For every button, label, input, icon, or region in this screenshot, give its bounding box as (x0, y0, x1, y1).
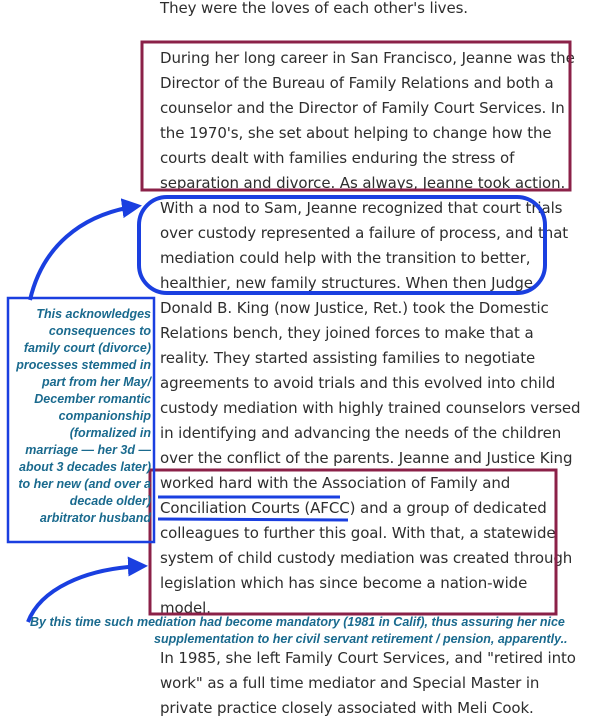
article-line: mediation could help with the transition to better, (160, 249, 531, 267)
side-note-line: marriage — her 3d — (25, 443, 151, 457)
article-line: healthier, new family structures. When then Judge (160, 274, 533, 292)
article-line: colleagues to further this goal. With that, a statewide (160, 524, 556, 542)
side-note-line: processes stemmed in (16, 358, 151, 372)
article-line: custody mediation with highly trained counselors versed (160, 399, 581, 417)
article-line: reality. They started assisting families to negotiate (160, 349, 536, 367)
bottom-note-line: supplementation to her civil servant retirement / pension, apparently.. (154, 632, 568, 646)
article-line: worked hard with the Association of Family and (160, 474, 511, 492)
side-note-line: about 3 decades later) (19, 460, 151, 474)
article-line: In 1985, she left Family Court Services, and "retired into (160, 649, 576, 667)
side-note-line: decade older) (69, 494, 151, 508)
article-line: work" as a full time mediator and Special Master in (160, 674, 540, 692)
side-note-line: (formalized in (69, 426, 151, 440)
article-line: in identifying and advancing the needs of the children (160, 424, 562, 442)
article-line: over custody represented a failure of process, and that (160, 224, 569, 242)
article-line: Conciliation Courts (AFCC) and a group of dedicated (160, 499, 547, 517)
arrow-upper (30, 206, 138, 300)
side-note-line: December romantic (34, 392, 151, 406)
article-line: the 1970's, she set about helping to change how the (160, 124, 552, 142)
side-note-line: part from her May/ (41, 375, 151, 389)
article-line: system of child custody mediation was created through (160, 549, 573, 567)
bottom-note-line: By this time such mediation had become mandatory (1981 in Calif), thus assuring her nice (30, 615, 565, 629)
side-note-line: family court (divorce) (23, 341, 151, 355)
side-note-line: to her new (and over a (18, 477, 151, 491)
side-note-line: companionship (58, 409, 151, 423)
side-note-line: consequences to (48, 324, 151, 338)
article-line: agreements to avoid trials and this evolved into child (160, 374, 556, 392)
article-line: private practice closely associated with Meli Cook. (160, 699, 534, 717)
article-line: counselor and the Director of Family Court Services. In (160, 99, 565, 117)
article-line: Relations bench, they joined forces to make that a (160, 324, 534, 342)
article-line: separation and divorce. As always, Jeanne took action. (160, 174, 566, 192)
article-line: legislation which has since become a nation-wide (160, 574, 528, 592)
side-note-line: arbitrator husband (39, 511, 151, 525)
article-line: With a nod to Sam, Jeanne recognized that court trials (160, 199, 563, 217)
side-note-line: This acknowledges (36, 307, 151, 321)
article-line: courts dealt with families enduring the stress of (160, 149, 515, 167)
article-line: They were the loves of each other's lives. (160, 0, 468, 17)
article-line: model. (160, 599, 211, 617)
article-line: Director of the Bureau of Family Relations and both a (160, 74, 554, 92)
article-line: During her long career in San Francisco, Jeanne was the (160, 49, 575, 67)
article-line: Donald B. King (now Justice, Ret.) took the Domestic (160, 299, 549, 317)
article-line: over the conflict of the parents. Jeanne and Justice King (160, 449, 573, 467)
